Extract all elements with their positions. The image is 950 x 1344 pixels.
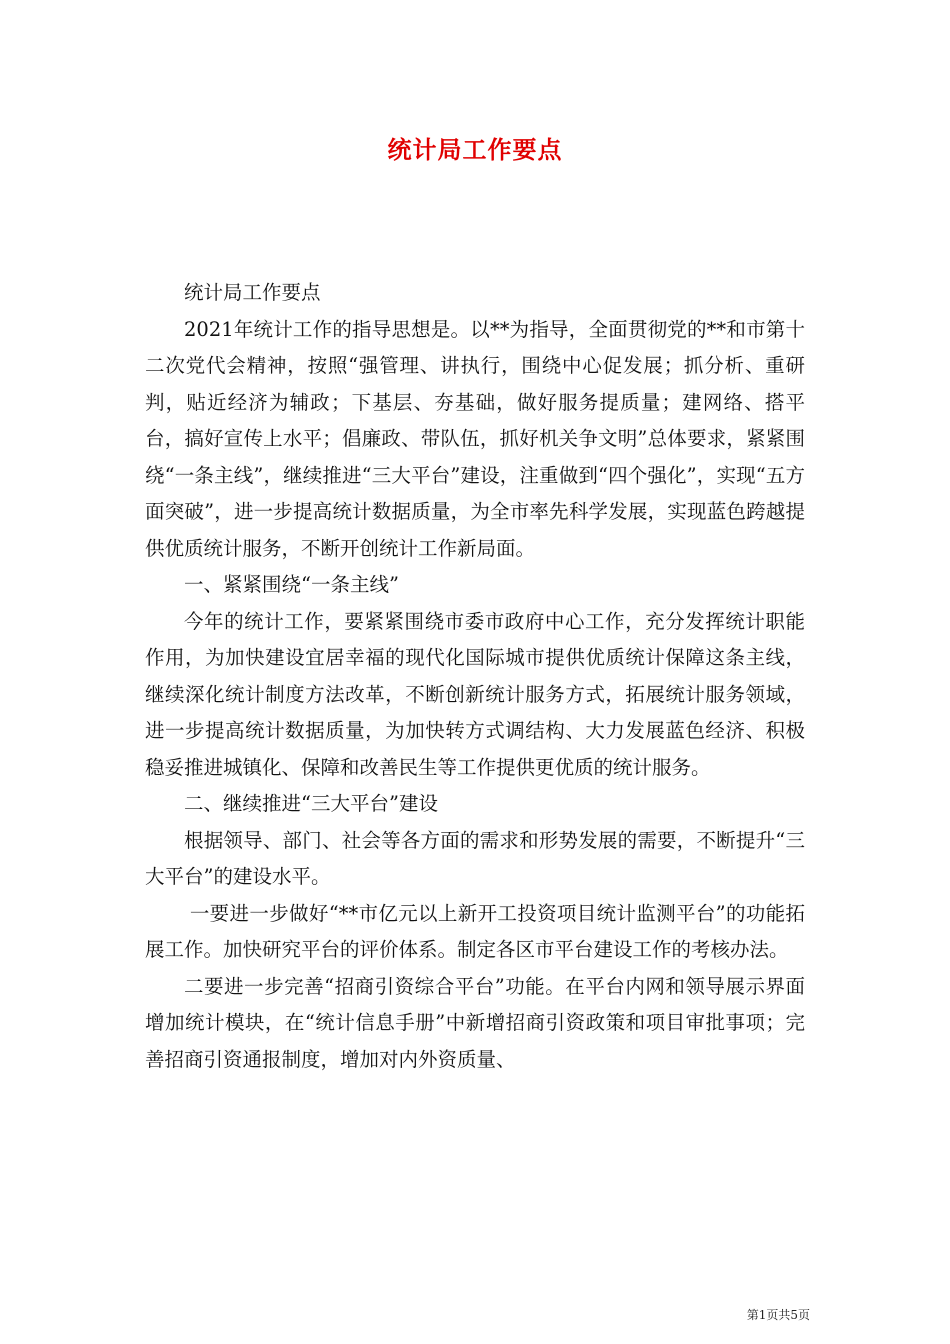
page-title: 统计局工作要点 bbox=[387, 135, 563, 164]
section-heading-2: 二、继续推进“三大平台”建设 bbox=[184, 792, 438, 815]
document-body bbox=[145, 275, 805, 1078]
section-heading-1: 一、紧紧围绕“一条主线” bbox=[184, 573, 399, 596]
paragraph-subtitle: 统计局工作要点 bbox=[184, 281, 321, 304]
paragraph-platform-2: 二要进一步完善“招商引资综合平台”功能。在平台内网和领导展示界面增加统计模块，在“统计信息手册”中新增招商引资政策和项目审批事项；完善招商引资通报制度，增加对内外资质量、 bbox=[145, 974, 805, 1071]
paragraph-main-line: 今年的统计工作，要紧紧围绕市委市政府中心工作，充分发挥统计职能作用，为加快建设宜居幸福的现代化国际城市提供优质统计保障这条主线，继续深化统计制度方法改革，不断创新统计服务方式，拓展统计服务领域，进一步提高统计数据质量，为加快转方式调结构、大力发展蓝色经济、积极稳妥推进城镇化、保障和改善民生等工作提供更优质的统计服务。 bbox=[145, 609, 805, 779]
paragraph-platforms-intro: 根据领导、部门、社会等各方面的需求和形势发展的需要，不断提升“三大平台”的建设水平。 bbox=[145, 828, 805, 888]
paragraph-platform-1: 一要进一步做好“**市亿元以上新开工投资项目统计监测平台”的功能拓展工作。加快研究平台的评价体系。制定各区市平台建设工作的考核办法。 bbox=[145, 901, 805, 961]
paragraph-guiding-ideology: 2021年统计工作的指导思想是。以**为指导，全面贯彻党的**和市第十二次党代会精神，按照“强管理、讲执行，围绕中心促发展；抓分析、重研判，贴近经济为辅政；下基层、夯基础，做好服务提质量；建网络、搭平台，搞好宣传上水平；倡廉政、带队伍，抓好机关争文明”总体要求，紧紧围绕“一条主线”，继续推进“三大平台”建设，注重做到“四个强化”，实现“五方面突破”，进一步提高统计数据质量，为全市率先科学发展，实现蓝色跨越提供优质统计服务，不断开创统计工作新局面。 bbox=[145, 317, 805, 560]
page-number: 第1页共5页 bbox=[746, 1308, 810, 1322]
